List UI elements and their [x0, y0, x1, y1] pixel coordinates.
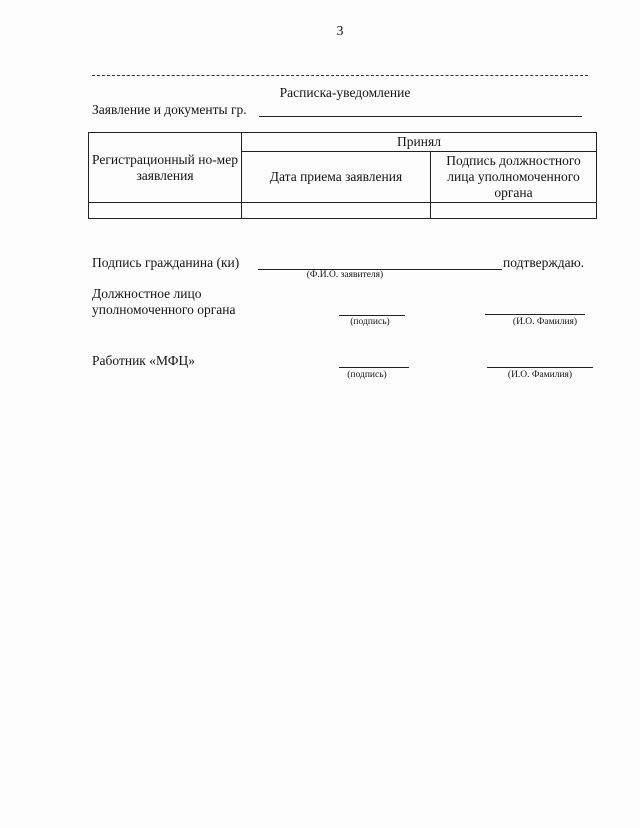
header-date: Дата приема заявления: [242, 152, 431, 203]
document-title: Расписка-уведомление: [279, 85, 411, 100]
dashed-separator: [92, 75, 588, 76]
table-row: [89, 203, 597, 219]
citizen-name-caption: (Ф.И.О. заявителя): [306, 270, 384, 280]
official-signature-line: [339, 315, 405, 316]
cell-signature: [431, 203, 597, 219]
citizen-signature-label: Подпись гражданина (ки): [92, 255, 240, 270]
cell-reg-number: [89, 203, 242, 219]
citizen-signature-suffix: подтверждаю.: [503, 255, 585, 270]
cell-date: [242, 203, 431, 219]
intro-text: Заявление и документы гр.: [92, 102, 247, 117]
page-number: 3: [336, 24, 344, 39]
official-label-line2: уполномоченного органа: [92, 302, 236, 317]
mfc-name-caption: (И.О. Фамилия): [507, 370, 573, 380]
mfc-name-line: [487, 367, 593, 368]
official-name-line: [485, 314, 585, 315]
mfc-signature-caption: (подпись): [347, 370, 387, 380]
applicant-name-line: [259, 116, 582, 117]
header-accepted: Принял: [242, 133, 597, 152]
header-reg-number: Регистрационный но-мер заявления: [89, 133, 242, 203]
mfc-signature-line: [339, 367, 409, 368]
official-signature-caption: (подпись): [350, 317, 390, 327]
official-label-line1: Должностное лицо: [92, 286, 202, 301]
mfc-worker-label: Работник «МФЦ»: [92, 353, 195, 368]
header-signature: Подпись должностного лица уполномоченного органа: [431, 152, 597, 203]
receipt-table: [88, 132, 597, 219]
official-name-caption: (И.О. Фамилия): [512, 317, 578, 327]
